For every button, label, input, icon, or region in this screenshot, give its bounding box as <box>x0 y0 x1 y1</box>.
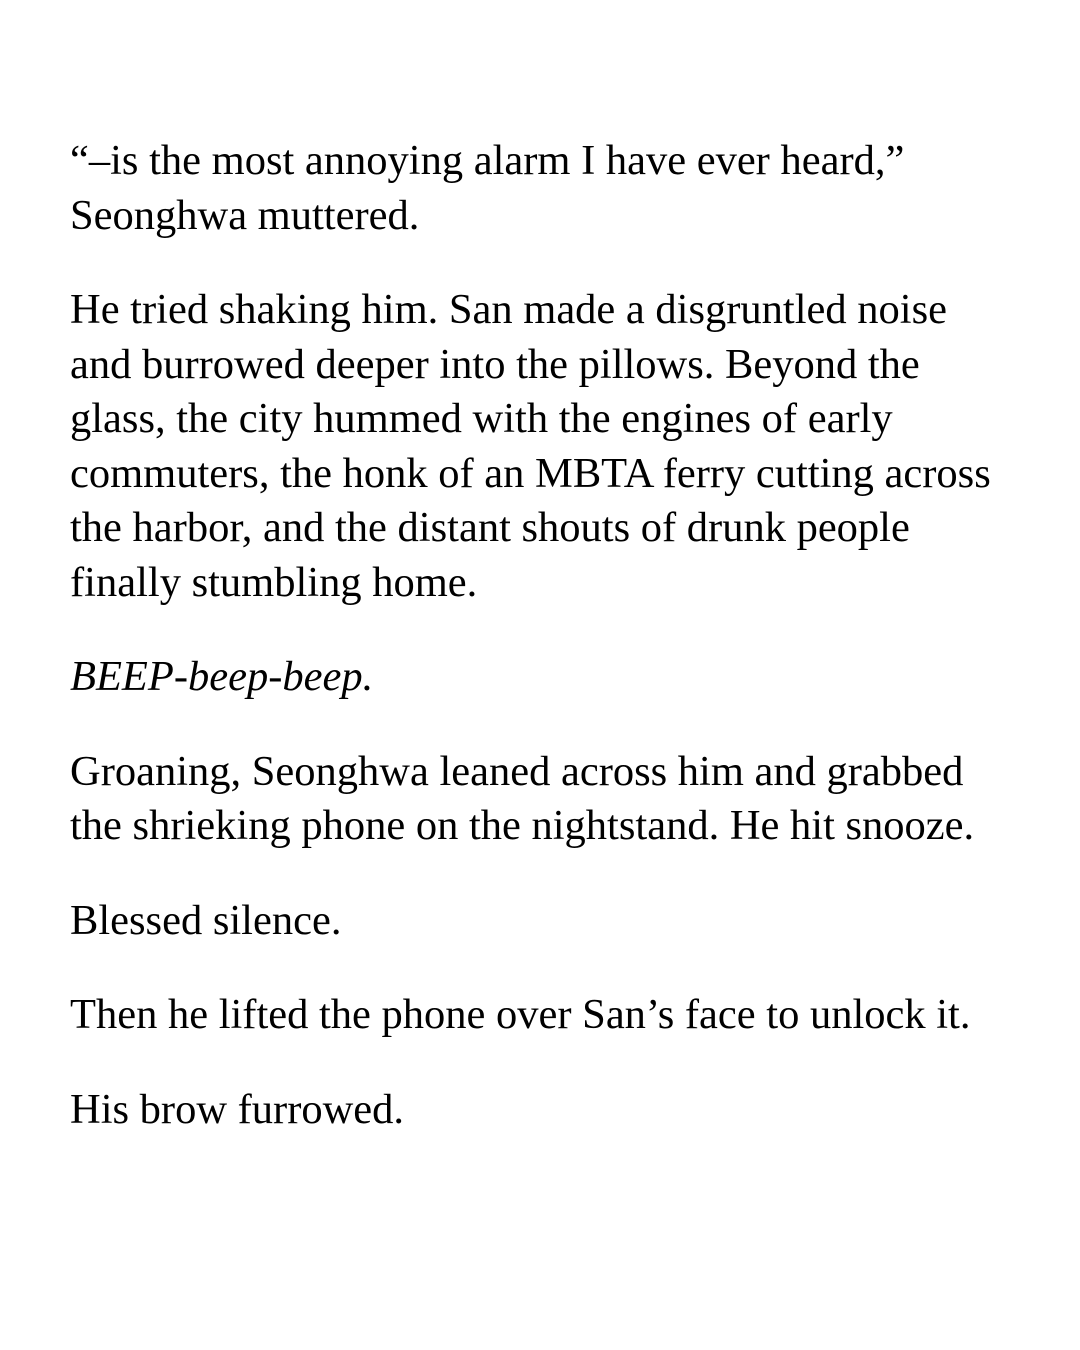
paragraph-6: Then he lifted the phone over San’s face to unlock it. <box>70 991 971 1038</box>
paragraph-1: “–is the most annoying alarm I have ever heard,” Seonghwa muttered. <box>70 137 905 239</box>
paragraph-4: Groaning, Seonghwa leaned across him and grabbed the shrieking phone on the nightstand. He hit snooze. <box>70 747 975 849</box>
paragraph-3-sound-effect: BEEP-beep-beep. <box>70 653 374 700</box>
paragraph-5: Blessed silence. <box>70 896 342 944</box>
story-text-page <box>70 134 1010 1177</box>
paragraph-2: He tried shaking him. San made a disgruntled noise and burrowed deeper into the pillows. Beyond the glass, the city hummed with the engines of early commuters, the honk of an MBTA ferry cutting across the harbor, and the distant shouts of drunk people finally stumbling home. <box>70 286 991 606</box>
paragraph-7: His brow furrowed. <box>70 1085 405 1133</box>
